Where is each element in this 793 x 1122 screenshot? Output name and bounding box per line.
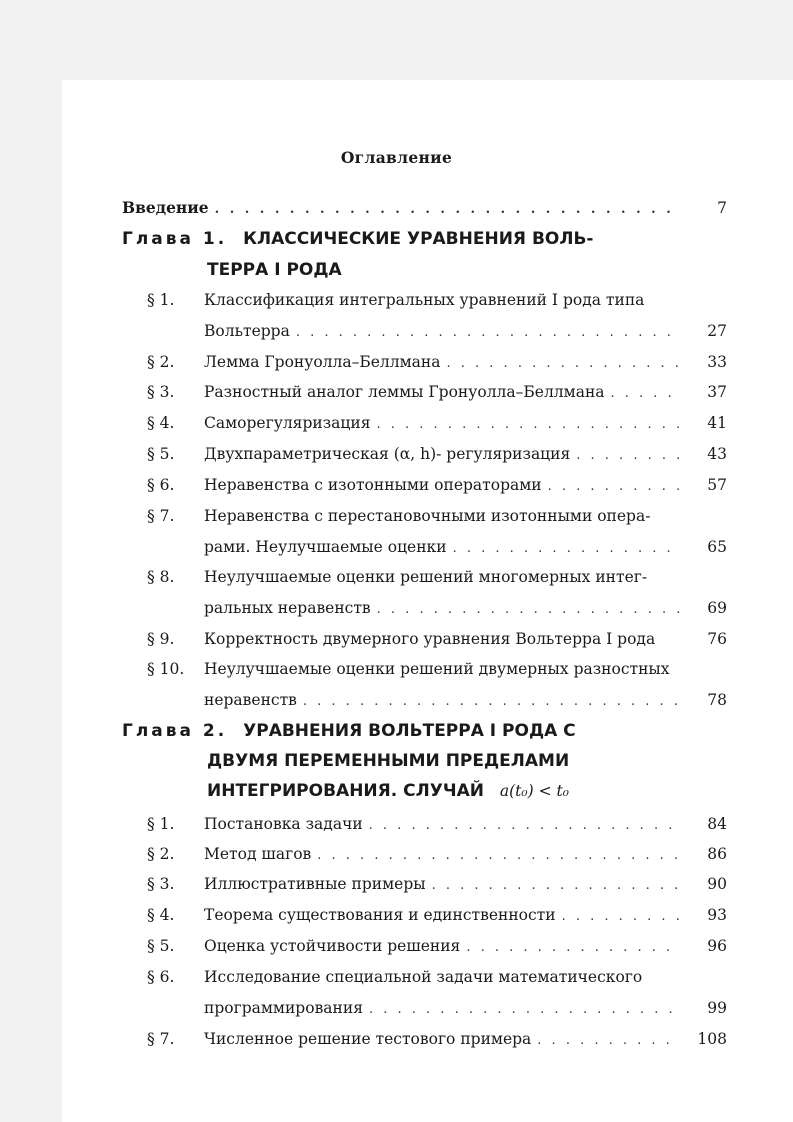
math-expression: a(t₀) < t₀ <box>499 782 569 800</box>
entry-label: Введение <box>122 198 209 217</box>
toc-entry[interactable] <box>204 689 727 713</box>
leader-dots <box>369 999 681 1021</box>
section-title-cont: Вольтерра <box>204 322 290 340</box>
page-number: 41 <box>707 414 727 432</box>
chapter-1-heading-cont: ТЕРРА I РОДА <box>207 260 342 280</box>
leader-dots <box>562 906 681 928</box>
toc-entry[interactable] <box>204 320 727 344</box>
chapter-title-line: КЛАССИЧЕСКИЕ УРАВНЕНИЯ ВОЛЬ- <box>243 229 594 249</box>
page-number: 69 <box>707 599 727 617</box>
page-number: 86 <box>707 845 727 863</box>
section-title[interactable]: Исследование специальной задачи математического <box>204 968 643 986</box>
page-number: 84 <box>707 815 727 833</box>
leader-dots <box>548 476 681 498</box>
section-number: § 6. <box>147 968 175 986</box>
leader-dots <box>377 599 681 621</box>
toc-entry[interactable] <box>204 813 727 837</box>
section-number: § 6. <box>147 476 175 494</box>
chapter-1-heading[interactable] <box>122 227 593 251</box>
page-number: 7 <box>717 199 727 217</box>
section-title: Постановка задачи <box>204 815 363 833</box>
leader-dots <box>447 353 682 375</box>
page-number: 93 <box>707 906 727 924</box>
section-number: § 9. <box>147 630 175 648</box>
leader-dots <box>296 322 681 344</box>
toc-entry[interactable] <box>204 536 727 560</box>
section-number: § 7. <box>147 507 175 525</box>
leader-dots <box>576 445 681 467</box>
toc-entry[interactable] <box>204 381 727 405</box>
page-number: 108 <box>697 1030 727 1048</box>
section-number: § 2. <box>147 845 175 863</box>
leader-dots <box>466 937 681 959</box>
toc-entry-intro[interactable] <box>122 197 727 221</box>
section-title: Лемма Гронуолла–Беллмана <box>204 353 441 371</box>
toc-entry[interactable] <box>204 935 727 959</box>
toc-entry[interactable] <box>204 412 727 436</box>
chapter-2-heading-cont <box>207 779 569 803</box>
section-title: Численное решение тестового примера <box>204 1030 532 1048</box>
chapter-title-line: ИНТЕГРИРОВАНИЯ. СЛУЧАЙ <box>207 781 484 801</box>
section-title-cont: программирования <box>204 999 363 1017</box>
toc-entry[interactable] <box>204 873 727 897</box>
section-title: Саморегуляризация <box>204 414 371 432</box>
section-number: § 8. <box>147 568 175 586</box>
leader-dots <box>317 845 681 867</box>
leader-dots <box>303 691 681 713</box>
page-number: 37 <box>707 383 727 401</box>
section-title: Корректность двумерного уравнения Вольтерра I рода <box>204 630 656 648</box>
section-title: Оценка устойчивости решения <box>204 937 461 955</box>
toc-entry[interactable] <box>204 904 727 928</box>
toc-title: Оглавление <box>340 148 453 167</box>
section-title: Неравенства с изотонными операторами <box>204 476 542 494</box>
leader-dots <box>369 815 681 837</box>
section-title: Двухпараметрическая (α, h)- регуляризация <box>204 445 571 463</box>
leader-dots <box>432 875 681 897</box>
section-title[interactable]: Неулучшаемые оценки решений многомерных интег- <box>204 568 648 586</box>
chapter-prefix: Глава 1. <box>122 229 228 249</box>
page-number: 27 <box>707 322 727 340</box>
toc-entry[interactable] <box>204 351 727 375</box>
toc-entry[interactable] <box>204 843 727 867</box>
section-title[interactable]: Неулучшаемые оценки решений двумерных разностных <box>204 660 670 678</box>
page-number: 90 <box>707 875 727 893</box>
section-title-cont: ральных неравенств <box>204 599 371 617</box>
page-number: 57 <box>707 476 727 494</box>
page-number: 43 <box>707 445 727 463</box>
leader-dots <box>215 199 681 221</box>
page-number: 78 <box>707 691 727 709</box>
section-title: Иллюстративные примеры <box>204 875 426 893</box>
page-number: 33 <box>707 353 727 371</box>
page-number: 96 <box>707 937 727 955</box>
section-number: § 5. <box>147 937 175 955</box>
chapter-prefix: Глава 2. <box>122 721 228 741</box>
section-number: § 2. <box>147 353 175 371</box>
chapter-2-heading-cont: ДВУМЯ ПЕРЕМЕННЫМИ ПРЕДЕЛАМИ <box>207 751 570 771</box>
toc-entry[interactable] <box>204 1028 727 1052</box>
section-title-cont: рами. Неулучшаемые оценки <box>204 538 447 556</box>
section-title[interactable]: Неравенства с перестановочными изотонными опера- <box>204 507 651 525</box>
section-title: Разностный аналог леммы Гронуолла–Беллмана <box>204 383 605 401</box>
section-title: Метод шагов <box>204 845 312 863</box>
section-title-cont: неравенств <box>204 691 297 709</box>
chapter-title-line: УРАВНЕНИЯ ВОЛЬТЕРРА I РОДА С <box>243 721 576 741</box>
section-number: § 10. <box>147 660 185 678</box>
section-number: § 1. <box>147 815 175 833</box>
section-title[interactable]: Классификация интегральных уравнений I рода типа <box>204 291 645 309</box>
toc-entry[interactable] <box>204 628 727 650</box>
chapter-2-heading[interactable] <box>122 719 576 743</box>
toc-entry[interactable] <box>204 443 727 467</box>
leader-dots <box>453 538 681 560</box>
section-title: Теорема существования и единственности <box>204 906 556 924</box>
section-number: § 4. <box>147 414 175 432</box>
page-number: 65 <box>707 538 727 556</box>
toc-entry[interactable] <box>204 597 727 621</box>
leader-dots <box>376 414 681 436</box>
section-number: § 5. <box>147 445 175 463</box>
page-number: 76 <box>707 630 727 648</box>
toc-entry[interactable] <box>204 997 727 1021</box>
section-number: § 1. <box>147 291 175 309</box>
leader-dots <box>537 1030 681 1052</box>
toc-entry[interactable] <box>204 474 727 498</box>
page-number: 99 <box>707 999 727 1017</box>
section-number: § 3. <box>147 875 175 893</box>
leader-dots <box>611 383 681 405</box>
section-number: § 3. <box>147 383 175 401</box>
section-number: § 4. <box>147 906 175 924</box>
section-number: § 7. <box>147 1030 175 1048</box>
